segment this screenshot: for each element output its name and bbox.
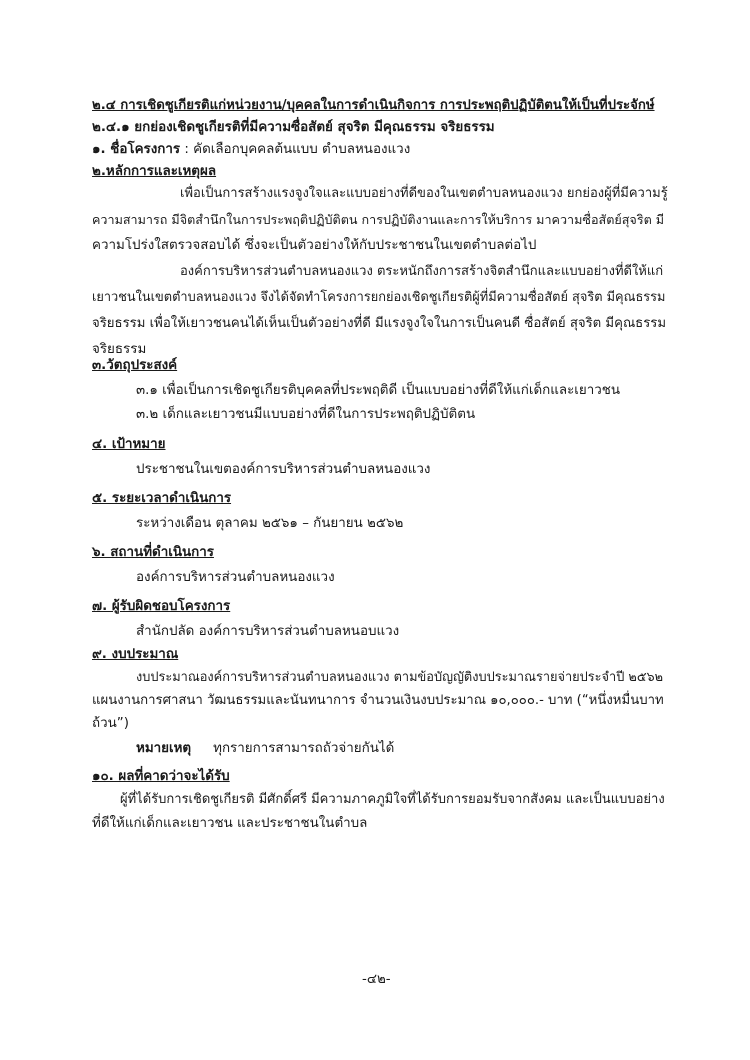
budget-line-3: ถ้วน”) — [92, 716, 129, 731]
project-name-value: : คัดเลือกบุคคลต้นแบบ ตำบลหนองแวง — [180, 142, 411, 157]
budget-line-2: แผนงานการศาสนา วัฒนธรรมและนันทนาการ จำนวนเงินงบประมาณ ๑๐,๐๐๐.- บาท (“หนึ่งหมื่นบาท — [92, 693, 664, 708]
budget-line-1: งบประมาณองค์การบริหารส่วนตำบลหนองแวง ตามข้อบัญญัติงบประมาณรายจ่ายประจำปี ๒๕๖๒ — [136, 670, 664, 685]
target-heading: ๔. เป้าหมาย — [92, 437, 166, 452]
rationale-p2-line4: จริยธรรม — [92, 342, 147, 357]
project-name-label: ๑. ชื่อโครงการ — [92, 142, 181, 157]
budget-note — [136, 740, 394, 758]
rationale-p1-line1: เพื่อเป็นการสร้างแรงจูงใจและแบบอย่างที่ดีของในเขตตำบลหนองแวง ยกย่องผู้ที่มีความรู้ — [180, 186, 668, 201]
rationale-p1-line3: ความโปร่งใสตรวจสอบได้ ซึ่งจะเป็นตัวอย่างให้กับประชาชนในเขตตำบลต่อไป — [92, 238, 537, 253]
page-number: -๔๒- — [362, 972, 391, 987]
note-value: ทุกรายการสามารถถัวจ่ายกันได้ — [213, 741, 395, 756]
responsible-value: สำนักปลัด องค์การบริหารส่วนตำบลหนอบแวง — [136, 624, 400, 639]
budget-heading: ๙. งบประมาณ — [92, 647, 179, 662]
note-label: หมายเหตุ — [136, 741, 192, 756]
rationale-p2-line1: องค์การบริหารส่วนตำบลหนองแวง ตระหนักถึงการสร้างจิตสำนึกและแบบอย่างที่ดีให้แก่ — [180, 264, 664, 279]
section-title: ๒.๔ การเชิดชูเกียรติแก่หน่วยงาน/บุคคลในการดำเนินกิจการ การประพฤติปฏิบัติตนให้เป็นที่ประจักษ์ — [92, 98, 655, 113]
location-value: องค์การบริหารส่วนตำบลหนองแวง — [136, 570, 335, 585]
expected-results-line-1: ผู้ที่ได้รับการเชิดชูเกียรติ มีศักดิ์ศรี มีความภาคภูมิใจที่ได้รับการยอมรับจากสังคม และเป็นแบบอย่าง — [120, 792, 665, 807]
rationale-p2-line2: เยาวชนในเขตตำบลหนองแวง จึงได้จัดทำโครงการยกย่องเชิดชูเกียรติผู้ที่มีความซื่อสัตย์ สุจริต มีคุณธรรม — [92, 290, 666, 305]
rationale-heading: ๒.หลักการและเหตุผล — [92, 164, 217, 179]
period-heading: ๕. ระยะเวลาดำเนินการ — [92, 491, 232, 506]
objective-item-1: ๓.๑ เพื่อเป็นการเชิดชูเกียรติบุคคลที่ประพฤติดี เป็นแบบอย่างที่ดีให้แก่เด็กและเยาวชน — [136, 383, 620, 398]
subsection-title: ๒.๔.๑ ยกย่องเชิดชูเกียรติที่มีความซื่อสัตย์ สุจริต มีคุณธรรม จริยธรรม — [92, 120, 495, 135]
rationale-p2-line3: จริยธรรม เพื่อให้เยาวชนคนได้เห็นเป็นตัวอย่างที่ดี มีแรงจูงใจในการเป็นคนดี ซื่อสัตย์ สุจริต มีคุณธรรม — [92, 316, 667, 331]
expected-results-heading: ๑๐. ผลที่คาดว่าจะได้รับ — [92, 769, 230, 784]
objective-item-2: ๓.๒ เด็กและเยาวชนมีแบบอย่างที่ดีในการประพฤติปฏิบัติตน — [136, 407, 476, 422]
location-heading: ๖. สถานที่ดำเนินการ — [92, 545, 214, 560]
project-name-row — [92, 141, 410, 159]
period-value: ระหว่างเดือน ตุลาคม ๒๕๖๑ – กันยายน ๒๕๖๒ — [136, 516, 404, 531]
expected-results-line-2: ที่ดีให้แก่เด็กและเยาวชน และประชาชนในตำบล — [92, 816, 368, 831]
responsible-heading: ๗. ผู้รับผิดชอบโครงการ — [92, 599, 231, 614]
objectives-heading: ๓.วัตถุประสงค์ — [92, 358, 178, 373]
rationale-p1-line2: ความสามารถ มีจิตสำนึกในการประพฤติปฏิบัติตน การปฏิบัติงานและการให้บริการ มาความซื่อสัตย์สุจริต มี — [92, 212, 665, 227]
target-value: ประชาชนในเขตองค์การบริหารส่วนตำบลหนองแวง — [136, 462, 431, 477]
